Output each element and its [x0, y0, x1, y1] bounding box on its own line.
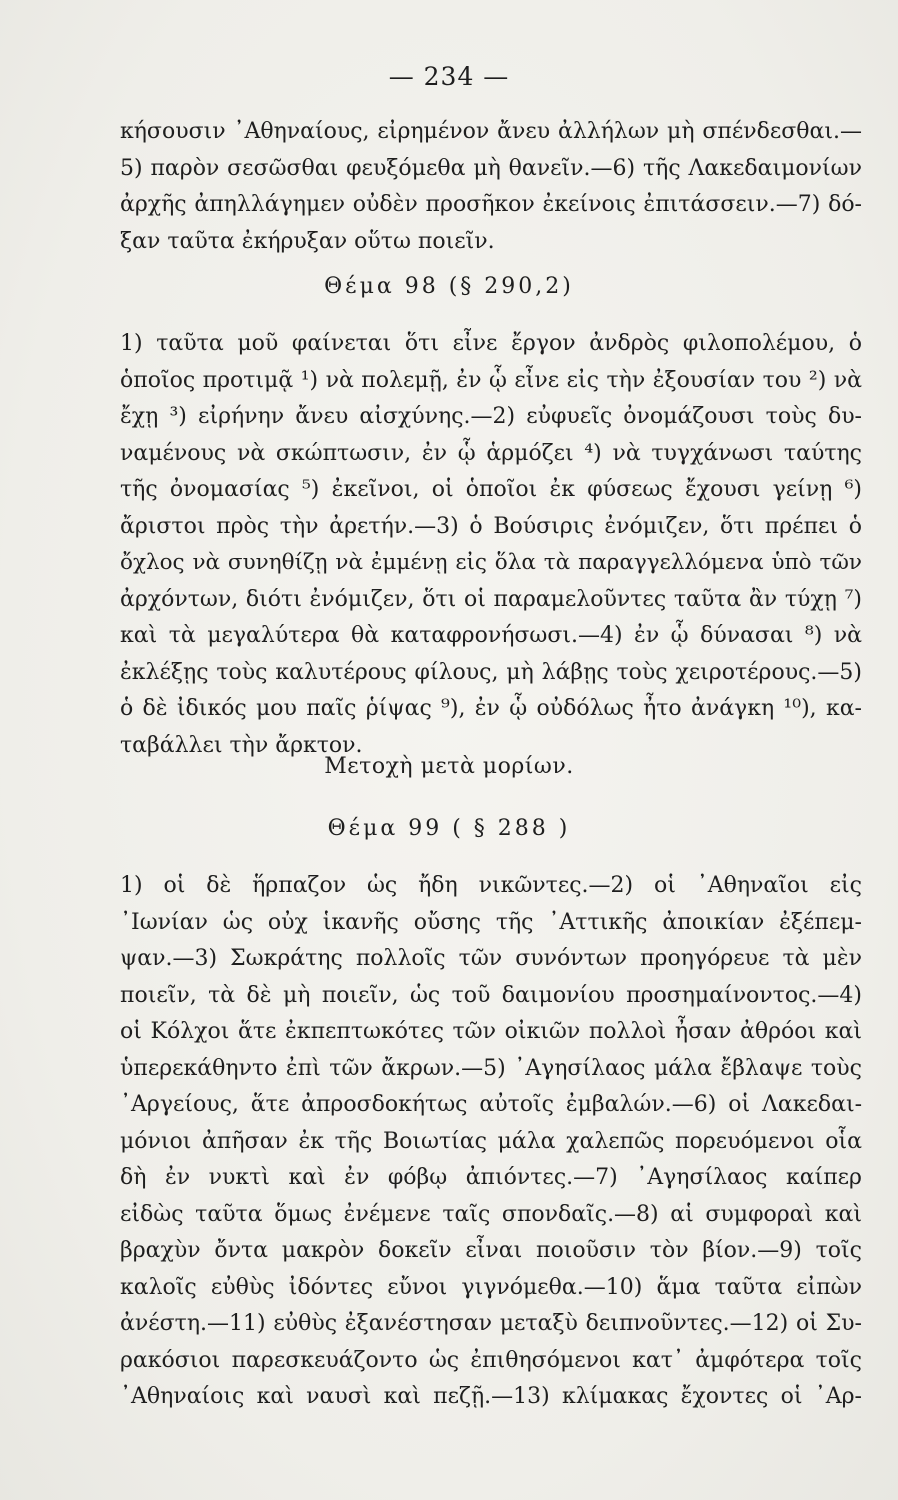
text-line: ἀνέστη.—11) εὐθὺς ἐξανέστησαν μεταξὺ δειπνοῦντες.—12) οἱ Συ-: [120, 1311, 862, 1336]
text-line: ναμένους νὰ σκώπτωσιν, ἐν ᾧ ἁρμόζει ⁴) νὰ τυγχάνωσι ταύτης: [120, 440, 862, 466]
text-line: ξαν ταῦτα ἐκήρυξαν οὕτω ποιεῖν.: [120, 228, 495, 254]
theme-98-heading: Θέμα 98 (§ 290,2): [324, 274, 574, 299]
text-line: ἔχῃ ³) εἰρήνην ἄνευ αἰσχύνης.—2) εὐφυεῖς ὀνομάζουσι τοὺς δυ-: [120, 404, 862, 429]
text-line: ἀρχόντων, διότι ἐνόμιζεν, ὅτι οἱ παραμελοῦντες ταῦτα ἂν τύχῃ ⁷): [120, 586, 862, 612]
text-line: κήσουσιν ᾿Αθηναίους, εἰρημένον ἄνευ ἀλλήλων μὴ σπένδεσθαι.—: [120, 119, 862, 144]
text-line: 1) ταῦτα μοῦ φαίνεται ὅτι εἶνε ἔργον ἀνδρὸς φιλοπολέμου, ὁ: [120, 331, 862, 356]
theme-99-paragraph: [120, 868, 862, 1416]
text-line: ταβάλλει τὴν ἄρκτον.: [120, 732, 363, 758]
text-line: μόνιοι ἀπῆσαν ἐκ τῆς Βοιωτίας μάλα χαλεπῶς πορευόμενοι οἷα: [120, 1128, 862, 1154]
text-line: οἱ Κόλχοι ἅτε ἐκπεπτωκότες τῶν οἰκιῶν πολλοὶ ἦσαν ἀθρόοι καὶ: [120, 1019, 862, 1044]
text-line: ἀρχῆς ἀπηλλάγημεν οὐδὲν προσῆκον ἐκείνοις ἐπιτάσσειν.—7) δό-: [120, 192, 862, 217]
text-line: ὑπερεκάθηντο ἐπὶ τῶν ἄκρων.—5) ᾿Αγησίλαος μάλα ἔβλαψε τοὺς: [120, 1055, 862, 1081]
text-line: βραχὺν ὄντα μακρὸν δοκεῖν εἶναι ποιοῦσιν τὸν βίον.—9) τοῖς: [120, 1238, 862, 1263]
text-line: ποιεῖν, τὰ δὲ μὴ ποιεῖν, ὡς τοῦ δαιμονίου προσημαίνοντος.—4): [120, 982, 862, 1008]
intro-paragraph: [120, 114, 862, 260]
text-line: ὁ δὲ ἰδικός μου παῖς ῥίψας ⁹), ἐν ᾧ οὐδόλως ἦτο ἀνάγκη ¹⁰), κα-: [120, 696, 862, 721]
text-line: δὴ ἐν νυκτὶ καὶ ἐν φόβῳ ἀπιόντες.—7) ᾿Αγησίλαος καίπερ: [120, 1165, 862, 1190]
text-line: ᾿Αθηναίοις καὶ ναυσὶ καὶ πεζῇ.—13) κλίμακας ἔχοντες οἱ ᾿Αρ-: [120, 1384, 862, 1409]
text-line: ἄριστοι πρὸς τὴν ἀρετήν.—3) ὁ Βούσιρις ἐνόμιζεν, ὅτι πρέπει ὁ: [120, 513, 862, 539]
text-line: 1) οἱ δὲ ἥρπαζον ὡς ἤδη νικῶντες.—2) οἱ ᾿Αθηναῖοι εἰς: [120, 873, 862, 898]
theme-98-paragraph: [120, 326, 862, 764]
text-line: καλοῖς εὐθὺς ἰδόντες εὔνοι γιγνόμεθα.—10) ἅμα ταῦτα εἰπὼν: [120, 1274, 862, 1300]
text-line: καὶ τὰ μεγαλύτερα θὰ καταφρονήσωσι.—4) ἐν ᾧ δύνασαι ⁸) νὰ: [120, 623, 862, 648]
text-line: ὁποῖος προτιμᾷ ¹) νὰ πολεμῇ, ἐν ᾧ εἶνε εἰς τὴν ἐξουσίαν του ²) νὰ: [120, 367, 862, 393]
text-line: ψαν.—3) Σωκράτης πολλοῖς τῶν συνόντων προηγόρευε τὰ μὲν: [120, 946, 862, 971]
theme-99-heading: Θέμα 99 ( § 288 ): [327, 816, 571, 841]
text-line: ρακόσιοι παρεσκευάζοντο ὡς ἐπιθησόμενοι κατ᾿ ἀμφότερα τοῖς: [120, 1347, 862, 1373]
text-line: ὄχλος νὰ συνηθίζῃ νὰ ἐμμένῃ εἰς ὅλα τὰ παραγγελλόμενα ὑπὸ τῶν: [120, 550, 862, 575]
text-line: τῆς ὀνομασίας ⁵) ἐκεῖνοι, οἱ ὁποῖοι ἐκ φύσεως ἔχουσι γείνῃ ⁶): [120, 477, 862, 502]
text-line: 5) παρὸν σεσῶσθαι φευξόμεθα μὴ θανεῖν.—6) τῆς Λακεδαιμονίων: [120, 155, 862, 181]
text-line: ᾿Ιωνίαν ὡς οὐχ ἱκανῆς οὔσης τῆς ᾿Αττικῆς ἀποικίαν ἐξέπεμ-: [120, 909, 862, 935]
metoxi-section-heading: Μετοχὴ μετὰ μορίων.: [324, 754, 574, 779]
text-line: ᾿Αργείους, ἅτε ἀπροσδοκήτως αὐτοῖς ἐμβαλών.—6) οἱ Λακεδαι-: [120, 1092, 862, 1117]
page-number: — 234 —: [388, 62, 510, 91]
text-line: εἰδὼς ταῦτα ὅμως ἐνέμενε ταῖς σπονδαῖς.—8) αἱ συμφοραὶ καὶ: [120, 1201, 862, 1227]
text-line: ἐκλέξῃς τοὺς καλυτέρους φίλους, μὴ λάβῃς τοὺς χειροτέρους.—5): [120, 659, 862, 685]
